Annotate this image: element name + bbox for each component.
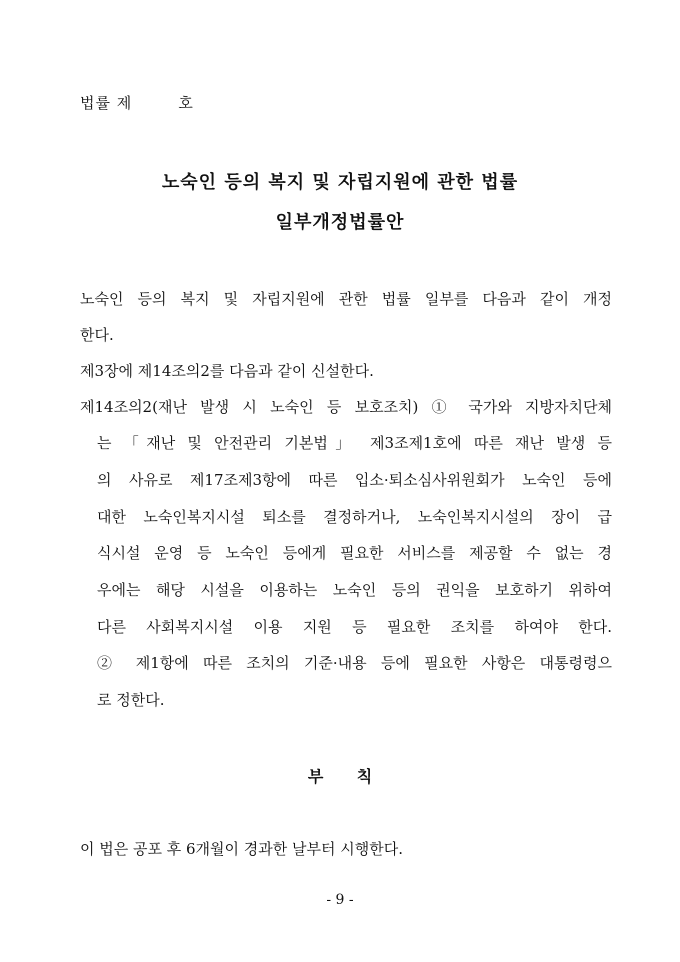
article-paragraph-2-line: ② 제1항에 따른 조치의 기준·내용 등에 필요한 사항은 대통령령으 [97,654,612,672]
law-number: 법률 제 호 [80,94,194,112]
addenda-text: 이 법은 공포 후 6개월이 경과한 날부터 시행한다. [80,840,403,858]
article-paragraph-2-line: 로 정한다. [97,691,165,709]
bill-title: 노숙인 등의 복지 및 자립지원에 관한 법률 [161,172,519,193]
amendment-intro-line: 노숙인 등의 복지 및 자립지원에 관한 법률 일부를 다음과 같이 개정 [80,290,612,308]
article-text-line: 의 사유로 제17조제3항에 따른 입소·퇴소심사위원회가 노숙인 등에 [97,471,612,489]
article-text-line: 우에는 해당 시설을 이용하는 노숙인 등의 권익을 보호하기 위하여 [97,581,612,599]
chapter-insertion-line: 제3장에 제14조의2를 다음과 같이 신설한다. [80,362,374,380]
addenda-heading: 부 칙 [307,767,373,786]
article-text-line: 는 「재난 및 안전관리 기본법」 제3조제1호에 따른 재난 발생 등 [97,434,612,452]
article-text-line: 식시설 운영 등 노숙인 등에게 필요한 서비스를 제공할 수 없는 경 [97,544,612,562]
page-number: - 9 - [326,892,354,908]
article-text-line: 제14조의2(재난 발생 시 노숙인 등 보호조치) ① 국가와 지방자치단체 [80,398,612,416]
article-text-line: 대한 노숙인복지시설 퇴소를 결정하거나, 노숙인복지시설의 장이 급 [97,508,612,526]
bill-subtitle: 일부개정법률안 [275,212,405,233]
amendment-intro-line: 한다. [80,326,114,344]
article-text-line: 다른 사회복지시설 이용 지원 등 필요한 조치를 하여야 한다. [97,618,612,636]
